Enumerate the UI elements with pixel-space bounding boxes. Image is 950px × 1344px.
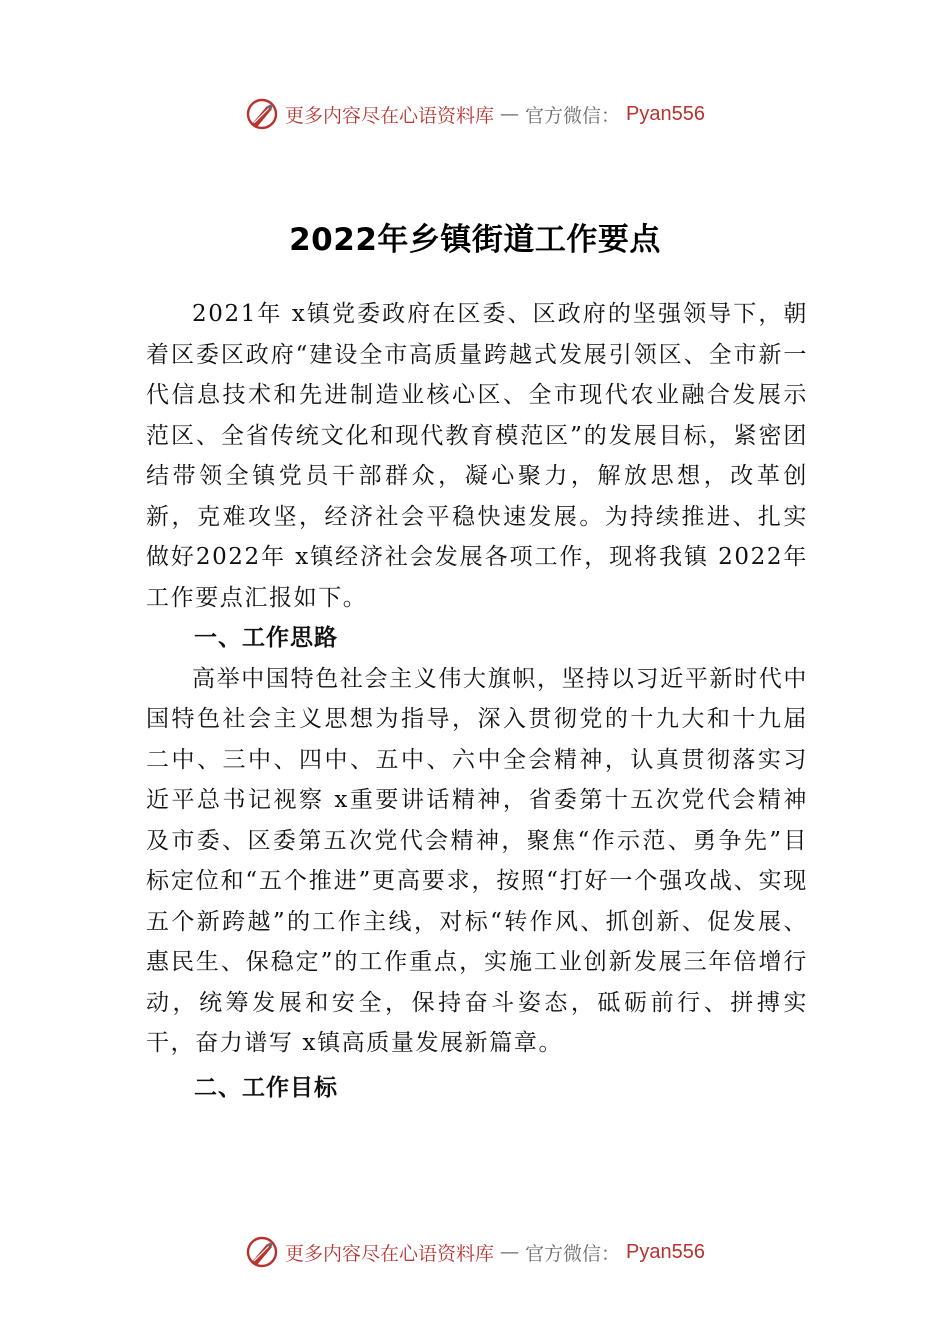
document-title: 2022年乡镇街道工作要点 (289, 222, 661, 258)
document-body (146, 294, 808, 1108)
section-heading-1: 一、工作思路 (194, 625, 338, 651)
banner-wechat-id: Pyan556 (626, 1240, 705, 1263)
intro-paragraph: 2021年 x镇党委政府在区委、区政府的坚强领导下，朝着区委区政府“建设全市高质量跨越式发展引领区、全市新一代信息技术和先进制造业核心区、全市现代农业融合发展示范区、全省传统文化和现代教育模范区”的发展目标，紧密团结带领全镇党员干部群众，凝心聚力，解放思想，改革创新，克难攻坚，经济社会平稳快速发展。为持续推进、扎实做好2022年 x镇经济社会发展各项工作，现将我镇 2022年工作要点汇报如下。 (146, 301, 808, 611)
banner-wechat-id: Pyan556 (626, 102, 705, 125)
section-heading-2: 二、工作目标 (194, 1074, 338, 1101)
footer-banner (0, 1232, 950, 1272)
banner-site-text: 更多内容尽在心语资料库 (285, 1242, 495, 1265)
header-banner (0, 94, 950, 134)
pen-nib-logo-icon (245, 97, 279, 131)
banner-official-label: 官方微信： (525, 1242, 621, 1265)
banner-dash: — (500, 103, 520, 125)
banner-dash: — (500, 1241, 520, 1263)
banner-official-label: 官方微信： (525, 104, 621, 127)
banner-site-text: 更多内容尽在心语资料库 (285, 104, 495, 127)
pen-nib-logo-icon (245, 1235, 279, 1269)
section-paragraph-1: 高举中国特色社会主义伟大旗帜，坚持以习近平新时代中国特色社会主义思想为指导，深入贯彻党的十九大和十九届二中、三中、四中、五中、六中全会精神，认真贯彻落实习近平总书记视察 x重要讲话精神，省委第十五次党代会精神及市委、区委第五次党代会精神，聚焦“作示范、勇争先”目标定位和“五个推进”更高要求，按照“打好一个强攻战、实现五个新跨越”的工作主线，对标“转作风、抓创新、促发展、惠民生、保稳定”的工作重点，实施工业创新发展三年倍增行动，统筹发展和安全，保持奋斗姿态，砥砺前行、拼搏实干，奋力谱写 x镇高质量发展新篇章。 (146, 665, 808, 1056)
